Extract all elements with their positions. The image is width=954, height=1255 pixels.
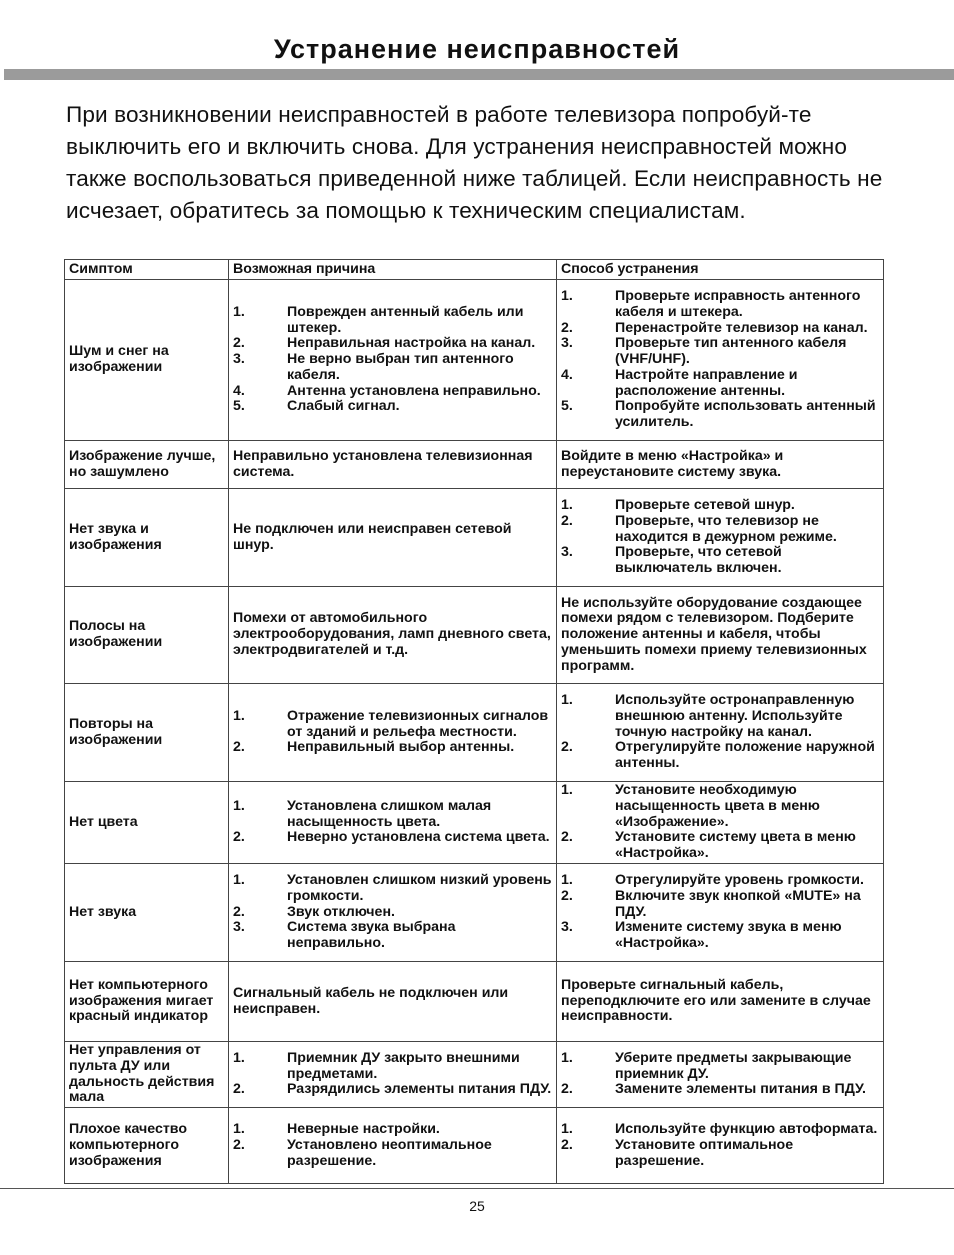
- list-item-number: 2.: [233, 1136, 245, 1153]
- page-title: Устранение неисправностей: [273, 34, 681, 64]
- cell-solution: Войдите в меню «Настройка» и переустановите систему звука.: [557, 441, 884, 489]
- cell-cause: [229, 782, 557, 864]
- list-item-text: Приемник ДУ закрыто внешними предметами.: [287, 1049, 520, 1082]
- table-row: [65, 962, 884, 1042]
- list-item: [561, 693, 879, 740]
- cell-solution: [557, 864, 884, 962]
- cause-list: [233, 799, 552, 846]
- header-symptom: Симптом: [65, 260, 229, 280]
- header-cause: Возможная причина: [229, 260, 557, 280]
- list-item: [233, 305, 552, 337]
- list-item-text: Неверные настройки.: [287, 1120, 440, 1137]
- list-item-number: 3.: [233, 351, 245, 368]
- list-item-number: 1.: [561, 872, 573, 888]
- list-item-number: 2.: [561, 319, 573, 336]
- list-item-text: Не верно выбран тип антенного кабеля.: [287, 351, 514, 383]
- list-item: [233, 384, 552, 400]
- list-item-text: Неправильный выбор антенны.: [287, 739, 515, 756]
- list-item: [561, 399, 879, 431]
- table-row: [65, 1108, 884, 1184]
- table-row: [65, 684, 884, 782]
- list-item-text: Отрегулируйте положение наружной антенны.: [615, 739, 875, 772]
- list-item: [233, 830, 552, 846]
- cell-cause: [229, 684, 557, 782]
- cell-solution: [557, 280, 884, 441]
- list-item-text: Перенастройте телевизор на канал.: [615, 319, 868, 336]
- list-item-text: Разрядились элементы питания ПДУ.: [287, 1081, 552, 1098]
- list-item-text: Измените систему звука в меню «Настройка».: [615, 919, 842, 952]
- cell-solution: [557, 782, 884, 864]
- cause-list: [233, 1051, 552, 1098]
- list-item-text: Поврежден антенный кабель или штекер.: [287, 303, 524, 336]
- list-item-number: 2.: [233, 335, 245, 352]
- cell-symptom: Шум и снег на изображении: [65, 280, 229, 441]
- list-item-number: 1.: [561, 1120, 573, 1137]
- list-item-number: 2.: [561, 739, 573, 756]
- list-item-text: Настройте направление и расположение антенны.: [615, 366, 798, 399]
- list-item-number: 3.: [561, 544, 573, 561]
- list-item-text: Неправильная настройка на канал.: [287, 335, 536, 352]
- list-item-number: 1.: [561, 497, 573, 513]
- list-item-text: Антенна установлена неправильно.: [287, 382, 541, 399]
- list-item-text: Попробуйте использовать антенный усилитель.: [615, 398, 876, 431]
- table-row: [65, 441, 884, 489]
- table-row: [65, 587, 884, 684]
- list-item-text: Проверьте исправность антенного кабеля и штекера.: [615, 287, 861, 320]
- list-item: [561, 1138, 879, 1170]
- list-item-number: 5.: [561, 398, 573, 415]
- list-item-text: Установлена слишком малая насыщенность цвета.: [287, 797, 492, 830]
- footer-divider: [0, 1188, 954, 1189]
- cell-cause: Сигнальный кабель не подключен или неисправен.: [229, 962, 557, 1042]
- list-item-number: 3.: [561, 919, 573, 936]
- cell-cause: Не подключен или неисправен сетевой шнур.: [229, 489, 557, 587]
- title-underline-bar: [4, 69, 954, 80]
- list-item-text: Установлен слишком низкий уровень громкости.: [287, 872, 552, 904]
- cell-cause: [229, 1042, 557, 1108]
- table-row: [65, 280, 884, 441]
- list-item-text: Звук отключен.: [287, 903, 395, 920]
- cell-solution: Не используйте оборудование создающее помехи рядом с телевизором. Подберите положение антенны и кабеля, чтобы уменьшить помехи приему телевизионных программ.: [557, 587, 884, 684]
- cell-symptom: Нет звука и изображения: [65, 489, 229, 587]
- list-item: [561, 830, 879, 862]
- list-item-number: 4.: [233, 382, 245, 399]
- table-row: [65, 864, 884, 962]
- list-item-number: 2.: [561, 887, 573, 904]
- cell-symptom: Нет цвета: [65, 782, 229, 864]
- cell-solution: [557, 1042, 884, 1108]
- list-item-text: Проверьте, что телевизор не находится в дежурном режиме.: [615, 512, 837, 545]
- list-item-text: Проверьте сетевой шнур.: [615, 497, 795, 513]
- list-item: [561, 336, 879, 368]
- list-item: [561, 545, 879, 577]
- cause-list: [233, 873, 552, 952]
- list-item: [561, 289, 879, 321]
- solution-list: [561, 289, 879, 431]
- list-item-text: Включите звук кнопкой «MUTE» на ПДУ.: [615, 887, 861, 920]
- list-item-text: Установите необходимую насыщенность цвета в меню «Изображение».: [615, 782, 820, 830]
- list-item-number: 2.: [233, 903, 245, 920]
- troubleshooting-table: [64, 259, 884, 1184]
- list-item: [561, 873, 879, 889]
- list-item-text: Неверно установлена система цвета.: [287, 829, 550, 846]
- list-item: [233, 352, 552, 384]
- list-item-text: Установите оптимальное разрешение.: [615, 1136, 794, 1169]
- cell-solution: [557, 489, 884, 587]
- list-item-number: 2.: [233, 739, 245, 756]
- list-item: [561, 740, 879, 772]
- list-item-text: Слабый сигнал.: [287, 398, 400, 415]
- list-item-number: 2.: [561, 1081, 573, 1098]
- list-item-number: 1.: [561, 782, 573, 798]
- list-item: [233, 740, 552, 756]
- cell-cause: [229, 280, 557, 441]
- list-item: [233, 399, 552, 415]
- cell-solution: [557, 684, 884, 782]
- list-item-number: 4.: [561, 366, 573, 383]
- list-item-number: 3.: [561, 335, 573, 352]
- list-item: [233, 709, 552, 741]
- list-item: [561, 368, 879, 400]
- list-item-number: 1.: [561, 692, 573, 708]
- list-item: [233, 1138, 552, 1170]
- list-item-number: 1.: [561, 287, 573, 304]
- cell-symptom: Нет компьютерного изображения мигает красный индикатор: [65, 962, 229, 1042]
- list-item: [561, 498, 879, 514]
- list-item-number: 1.: [233, 303, 245, 320]
- cell-cause: Помехи от автомобильного электрооборудования, ламп дневного света, электродвигателей и т.д.: [229, 587, 557, 684]
- list-item: [233, 1051, 552, 1083]
- list-item-number: 1.: [233, 1120, 245, 1137]
- solution-list: [561, 693, 879, 772]
- list-item-number: 1.: [233, 797, 245, 814]
- cell-symptom: Повторы на изображении: [65, 684, 229, 782]
- list-item-text: Отражение телевизионных сигналов от зданий и рельефа местности.: [287, 707, 549, 740]
- solution-list: [561, 498, 879, 577]
- list-item-number: 2.: [233, 829, 245, 846]
- cell-solution: [557, 1108, 884, 1184]
- list-item-text: Проверьте тип антенного кабеля (VHF/UHF).: [615, 335, 847, 368]
- solution-list: [561, 783, 879, 862]
- cell-cause: Неправильно установлена телевизионная система.: [229, 441, 557, 489]
- list-item-number: 5.: [233, 398, 245, 415]
- list-item-number: 1.: [233, 1049, 245, 1066]
- solution-list: [561, 1051, 879, 1098]
- list-item-text: Уберите предметы закрывающие приемник ДУ.: [615, 1049, 852, 1082]
- list-item: [561, 1122, 879, 1138]
- list-item: [233, 336, 552, 352]
- list-item-number: 1.: [233, 707, 245, 724]
- cell-cause: [229, 1108, 557, 1184]
- list-item-text: Проверьте, что сетевой выключатель включен.: [615, 544, 782, 577]
- intro-paragraph: При возникновении неисправностей в работе телевизора попробуй-те выключить его и включить снова. Для устранения неисправностей можно также воспользоваться приведенной ниже таблицей. Если неисправность не исчезает, обратитесь за помощью к техническим специалистам.: [66, 102, 883, 223]
- page-number: 25: [469, 1198, 485, 1214]
- list-item-text: Используйте остронаправленную внешнюю антенну. Используйте точную настройку на канал.: [615, 692, 855, 740]
- list-item-number: 2.: [561, 512, 573, 529]
- list-item-number: 2.: [561, 829, 573, 846]
- list-item-number: 1.: [561, 1049, 573, 1066]
- list-item: [561, 920, 879, 952]
- list-item-number: 3.: [233, 919, 245, 936]
- cell-symptom: Нет управления от пульта ДУ или дальность действия мала: [65, 1042, 229, 1108]
- table-row: [65, 782, 884, 864]
- list-item: [561, 889, 879, 921]
- header-solution: Способ устранения: [557, 260, 884, 280]
- table-header-row: [65, 260, 884, 280]
- list-item: [233, 905, 552, 921]
- list-item: [561, 1082, 879, 1098]
- list-item: [233, 1122, 552, 1138]
- list-item: [233, 873, 552, 905]
- list-item-text: Отрегулируйте уровень громкости.: [615, 872, 864, 888]
- list-item-text: Замените элементы питания в ПДУ.: [615, 1081, 866, 1098]
- cell-cause: [229, 864, 557, 962]
- cell-solution: Проверьте сигнальный кабель, переподключите его или замените в случае неисправности.: [557, 962, 884, 1042]
- list-item: [233, 799, 552, 831]
- list-item-number: 2.: [233, 1081, 245, 1098]
- list-item: [233, 920, 552, 952]
- solution-list: [561, 873, 879, 952]
- list-item: [561, 1051, 879, 1083]
- list-item-number: 1.: [233, 872, 245, 888]
- cause-list: [233, 709, 552, 756]
- list-item-text: Установлено неоптимальное разрешение.: [287, 1136, 492, 1169]
- list-item: [561, 321, 879, 337]
- cell-symptom: Изображение лучше, но зашумлено: [65, 441, 229, 489]
- table-row: [65, 489, 884, 587]
- list-item-text: Система звука выбрана неправильно.: [287, 919, 456, 952]
- list-item-number: 2.: [561, 1136, 573, 1153]
- table-row: [65, 1042, 884, 1108]
- cause-list: [233, 1122, 552, 1169]
- cell-symptom: Плохое качество компьютерного изображения: [65, 1108, 229, 1184]
- cell-symptom: Нет звука: [65, 864, 229, 962]
- list-item-text: Установите систему цвета в меню «Настройка».: [615, 829, 856, 862]
- solution-list: [561, 1122, 879, 1169]
- list-item: [561, 783, 879, 830]
- cell-symptom: Полосы на изображении: [65, 587, 229, 684]
- cause-list: [233, 305, 552, 416]
- list-item: [233, 1082, 552, 1098]
- list-item: [561, 514, 879, 546]
- list-item-text: Используйте функцию автоформата.: [615, 1120, 878, 1137]
